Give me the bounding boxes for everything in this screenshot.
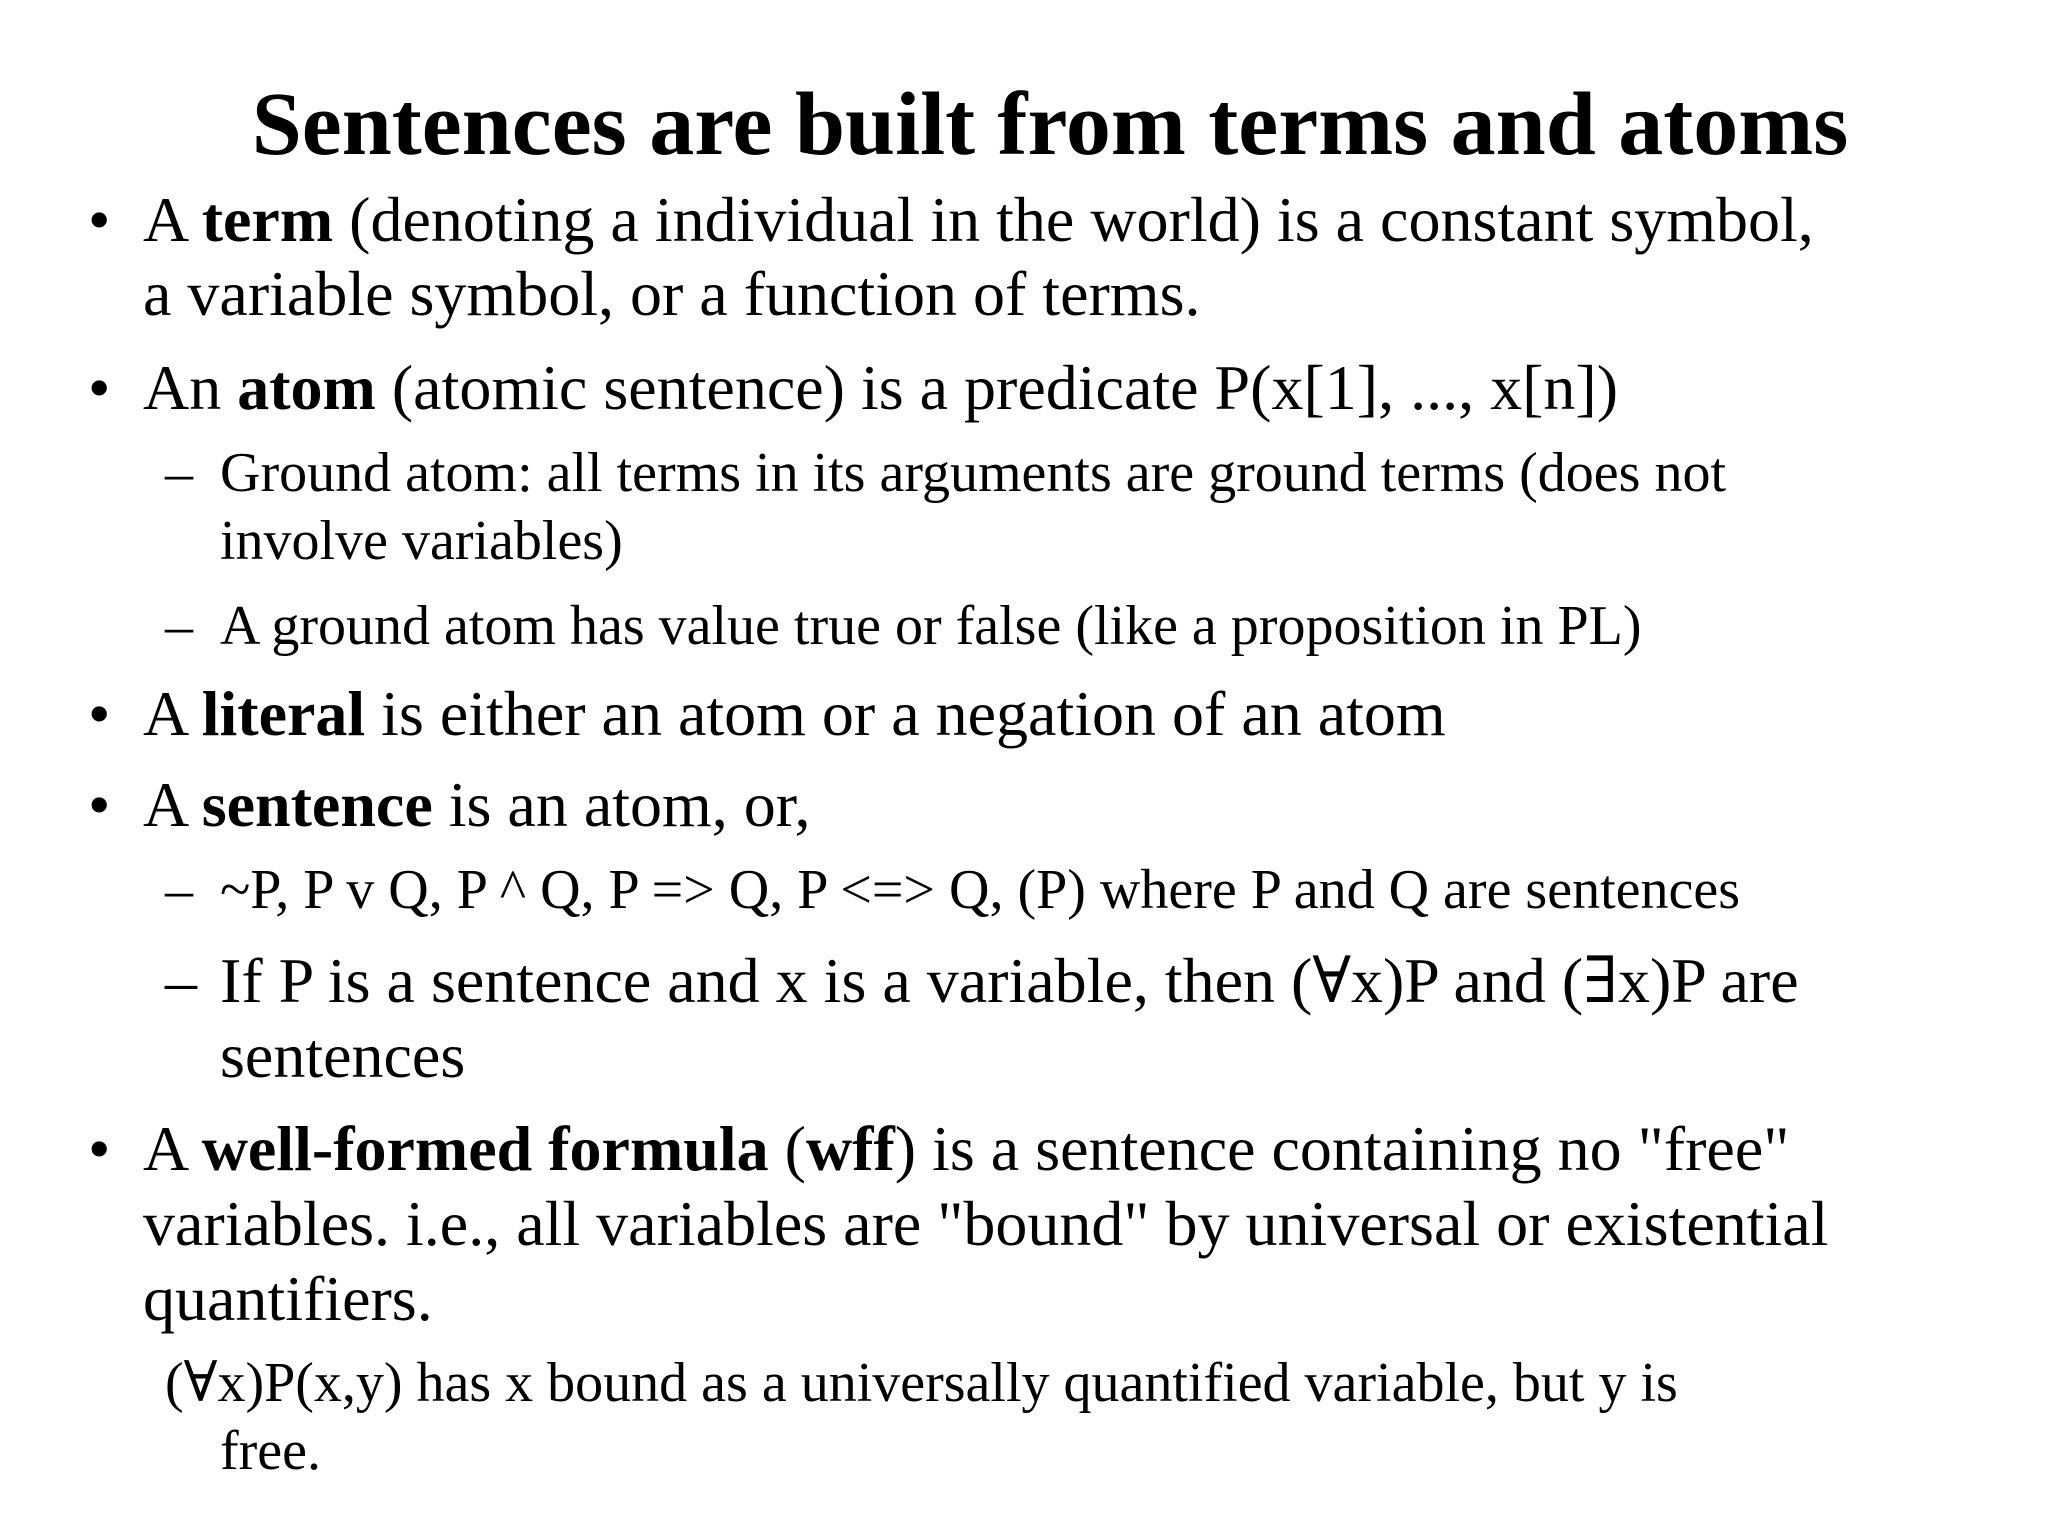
ground-atom-value: A ground atom has value true or false (like a proposition in PL) bbox=[220, 595, 1642, 657]
dash-marker: – bbox=[165, 859, 193, 921]
term-definition-line1: A term (denoting a individual in the world) is a constant symbol, bbox=[143, 184, 1814, 255]
dash-marker: – bbox=[165, 595, 193, 657]
dash-marker: – bbox=[165, 945, 197, 1016]
bullet-marker: • bbox=[88, 678, 111, 749]
wff-abbrev: wff bbox=[805, 1113, 895, 1184]
term-keyword: term bbox=[201, 184, 334, 255]
bullet-marker: • bbox=[88, 352, 111, 423]
dash-marker: – bbox=[165, 442, 193, 504]
sentence-keyword: sentence bbox=[201, 769, 433, 840]
wff-keyword: well-formed formula bbox=[201, 1113, 769, 1184]
atom-keyword: atom bbox=[237, 352, 376, 423]
wff-example-line2: free. bbox=[220, 1420, 322, 1482]
bullet-marker: • bbox=[88, 1113, 111, 1184]
term-definition-line2: a variable symbol, or a function of terms. bbox=[143, 258, 1201, 329]
atom-definition: An atom (atomic sentence) is a predicate P(x[1], ..., x[n]) bbox=[143, 352, 1618, 423]
wff-definition-line2: variables. i.e., all variables are "bound" by universal or existential bbox=[143, 1188, 1829, 1259]
quantified-sentence-line2: sentences bbox=[220, 1020, 466, 1091]
literal-keyword: literal bbox=[201, 678, 366, 749]
wff-example-line1: (∀x)P(x,y) has x bound as a universally quantified variable, but y is bbox=[165, 1352, 1678, 1414]
slide-title: Sentences are built from terms and atoms bbox=[251, 75, 1849, 174]
quantified-sentence-line1: If P is a sentence and x is a variable, then (∀x)P and (∃x)P are bbox=[220, 945, 1799, 1016]
bullet-marker: • bbox=[88, 184, 111, 255]
literal-definition: A literal is either an atom or a negation of an atom bbox=[143, 678, 1446, 749]
ground-atom-line2: involve variables) bbox=[220, 510, 623, 572]
sentence-connectives: ~P, P v Q, P ^ Q, P => Q, P <=> Q, (P) where P and Q are sentences bbox=[220, 859, 1740, 921]
sentence-definition: A sentence is an atom, or, bbox=[143, 769, 811, 840]
bullet-marker: • bbox=[88, 769, 111, 840]
wff-definition-line1: A well-formed formula (wff) is a sentence containing no "free" bbox=[143, 1113, 1790, 1184]
ground-atom-line1: Ground atom: all terms in its arguments are ground terms (does not bbox=[220, 442, 1727, 504]
wff-definition-line3: quantifiers. bbox=[143, 1263, 433, 1334]
